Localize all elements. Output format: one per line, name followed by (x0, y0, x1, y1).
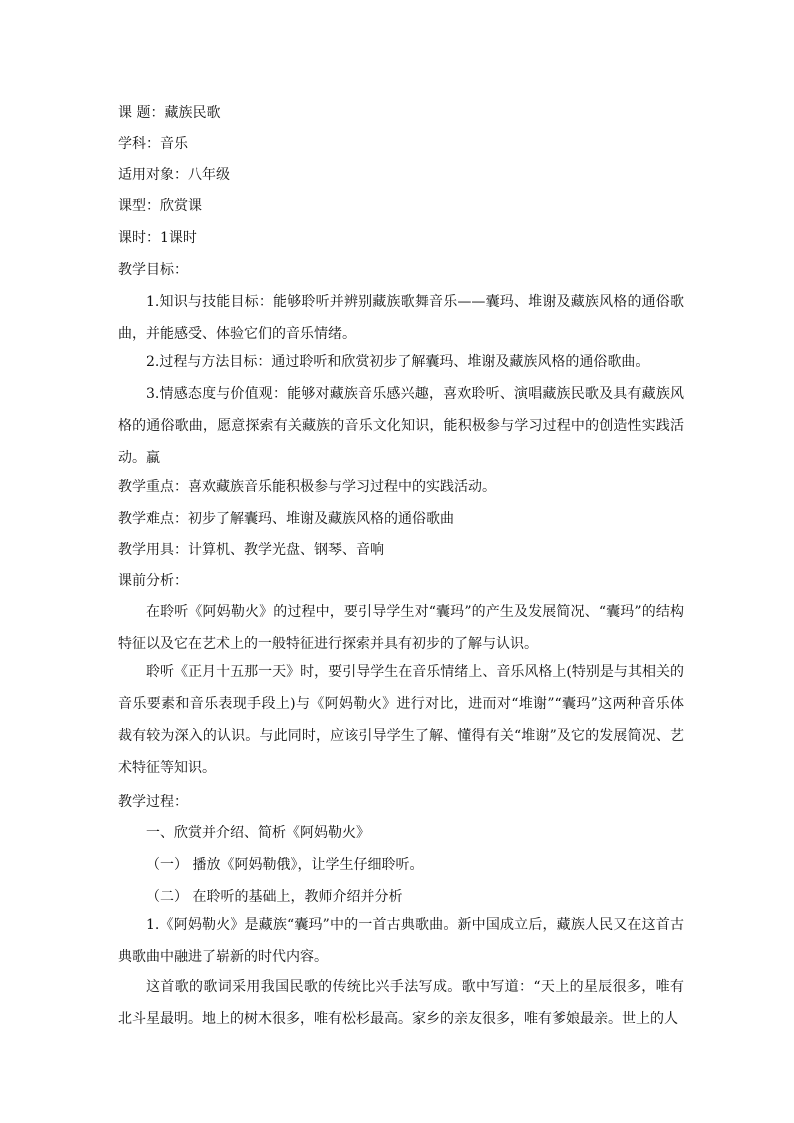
objective-item-2: 2.过程与方法目标：通过聆听和欣赏初步了解囊玛、堆谢及藏族风格的通俗歌曲。 (146, 354, 650, 370)
key-point-line: 教学重点：喜欢藏族音乐能积极参与学习过程中的实践活动。 (118, 479, 496, 495)
audience-line: 适用对象：八年级 (118, 167, 230, 183)
analysis-paragraph-2: 聆听《正月十五那一天》时，要引导学生在音乐情绪上、音乐风格上(特别是与其相关的音乐要素和音乐表现手段上)与《阿妈勒火》进行对比，进而对“堆谢”“囊玛”这两种音乐体裁有较为深入的认识。与此同时，应该引导学生了解、懂得有关“堆谢”及它的发展简况、艺术特征等知识。 (118, 664, 684, 776)
hours-line: 课时：1课时 (118, 230, 197, 246)
lesson-type-line: 课型：欣赏课 (118, 198, 202, 214)
process-step-2: （二） 在聆听的基础上，教师介绍并分析 (146, 889, 403, 905)
process-heading: 教学过程： (118, 794, 188, 810)
subject-line: 学科：音乐 (118, 136, 188, 152)
analysis-paragraph-1: 在聆听《阿妈勒火》的过程中，要引导学生对“囊玛”的产生及发展简况、“囊玛”的结构特征以及它在艺术上的一般特征进行探索并具有初步的了解与认识。 (118, 604, 684, 652)
process-section-1: 一、欣赏并介绍、简析《阿妈勒火》 (146, 825, 370, 841)
objective-item-1: 1.知识与技能目标：能够聆听并辨别藏族歌舞音乐——囊玛、堆谢及藏族风格的通俗歌曲，并能感受、体验它们的音乐情绪。 (118, 294, 684, 342)
process-paragraph-2: 这首歌的歌词采用我国民歌的传统比兴手法写成。歌中写道：“天上的星辰很多，唯有北斗星最明。地上的树木很多，唯有松杉最高。家乡的亲友很多，唯有爹娘最亲。世上的人 (118, 979, 684, 1027)
process-paragraph-1: 1.《阿妈勒火》是藏族“囊玛”中的一首古典歌曲。新中国成立后，藏族人民又在这首古典歌曲中融进了崭新的时代内容。 (118, 917, 684, 965)
objectives-heading: 教学目标： (118, 262, 188, 278)
topic-line: 课 题：藏族民歌 (118, 105, 221, 121)
tools-line: 教学用具：计算机、教学光盘、钢琴、音响 (118, 542, 384, 558)
difficulty-line: 教学难点：初步了解囊玛、堆谢及藏族风格的通俗歌曲 (118, 511, 454, 527)
analysis-heading: 课前分析： (118, 573, 188, 589)
objective-item-3: 3.情感态度与价值观：能够对藏族音乐感兴趣，喜欢聆听、演唱藏族民歌及具有藏族风格的通俗歌曲，愿意探索有关藏族的音乐文化知识，能积极参与学习过程中的创造性实践活动。蠃 (118, 386, 684, 466)
process-step-1: （一） 播放《阿妈勒俄》，让学生仔细聆听。 (146, 857, 424, 873)
